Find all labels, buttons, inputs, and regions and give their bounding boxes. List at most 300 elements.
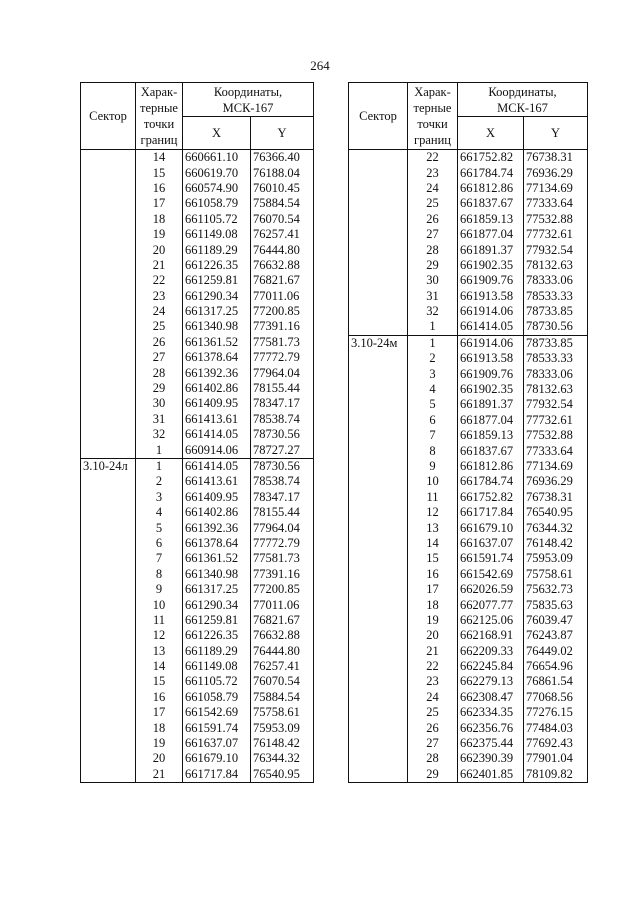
y-coordinate-cell: 78109.82 (524, 767, 588, 783)
table-row (81, 736, 314, 751)
point-cell: 3 (136, 490, 183, 505)
y-coordinate-cell: 75758.61 (524, 567, 588, 582)
x-coordinate-cell: 661105.72 (183, 212, 251, 227)
x-coordinate-cell: 662308.47 (458, 690, 524, 705)
sector-cell (81, 720, 136, 735)
point-cell: 4 (136, 505, 183, 520)
point-cell: 28 (408, 751, 458, 766)
x-coordinate-cell: 661784.74 (458, 474, 524, 489)
point-cell: 21 (136, 767, 183, 783)
point-cell: 1 (408, 319, 458, 335)
point-cell: 14 (136, 659, 183, 674)
y-coordinate-cell: 78333.06 (524, 273, 588, 288)
x-coordinate-cell: 661812.86 (458, 459, 524, 474)
point-cell: 15 (136, 674, 183, 689)
y-coordinate-cell: 77484.03 (524, 720, 588, 735)
table-row (349, 165, 588, 180)
y-coordinate-cell: 76936.29 (524, 165, 588, 180)
table-row (349, 628, 588, 643)
sector-cell (81, 212, 136, 227)
x-coordinate-cell: 661859.13 (458, 212, 524, 227)
table-row (349, 289, 588, 304)
y-coordinate-cell: 78155.44 (251, 505, 314, 520)
table-row (81, 490, 314, 505)
table-row (81, 536, 314, 551)
y-coordinate-cell: 75953.09 (251, 720, 314, 735)
table-row (81, 427, 314, 442)
y-coordinate-cell: 78538.74 (251, 474, 314, 489)
sector-cell (81, 319, 136, 334)
y-coordinate-cell: 76632.88 (251, 628, 314, 643)
table-row (81, 396, 314, 411)
point-cell: 21 (408, 644, 458, 659)
point-cell: 12 (408, 505, 458, 520)
sector-cell (81, 644, 136, 659)
sector-cell (349, 597, 408, 612)
sector-cell (81, 551, 136, 566)
point-cell: 23 (408, 674, 458, 689)
table-row (81, 242, 314, 257)
sector-cell (349, 289, 408, 304)
point-cell: 13 (408, 520, 458, 535)
x-coordinate-cell: 661413.61 (183, 412, 251, 427)
point-cell: 15 (136, 165, 183, 180)
table-row (81, 458, 314, 474)
sector-cell (349, 428, 408, 443)
sector-cell (81, 567, 136, 582)
sector-cell (81, 196, 136, 211)
x-coordinate-cell: 661909.76 (458, 366, 524, 381)
table-row (349, 196, 588, 211)
x-coordinate-cell: 661909.76 (458, 273, 524, 288)
y-coordinate-cell: 77391.16 (251, 319, 314, 334)
table-row (349, 150, 588, 166)
point-cell: 1 (136, 458, 183, 474)
x-coordinate-cell: 661317.25 (183, 304, 251, 319)
sector-cell (349, 490, 408, 505)
point-cell: 8 (408, 443, 458, 458)
table-row (81, 258, 314, 273)
y-coordinate-cell: 76070.54 (251, 212, 314, 227)
point-cell: 5 (408, 397, 458, 412)
y-coordinate-cell: 78730.56 (524, 319, 588, 335)
x-coordinate-cell: 661914.06 (458, 335, 524, 351)
sector-cell (81, 350, 136, 365)
point-cell: 11 (408, 490, 458, 505)
x-coordinate-cell: 662245.84 (458, 659, 524, 674)
point-cell: 20 (408, 628, 458, 643)
x-coordinate-cell: 661902.35 (458, 258, 524, 273)
y-coordinate-cell: 75758.61 (251, 705, 314, 720)
table-row (349, 551, 588, 566)
sector-cell (81, 181, 136, 196)
x-coordinate-cell: 661259.81 (183, 273, 251, 288)
y-coordinate-cell: 77732.61 (524, 227, 588, 242)
sector-cell (81, 242, 136, 257)
point-cell: 17 (136, 196, 183, 211)
y-coordinate-cell: 76540.95 (524, 505, 588, 520)
x-coordinate-cell: 662375.44 (458, 736, 524, 751)
y-coordinate-cell: 76821.67 (251, 613, 314, 628)
y-coordinate-cell: 78132.63 (524, 258, 588, 273)
sector-cell (81, 505, 136, 520)
sector-cell (81, 536, 136, 551)
point-cell: 12 (136, 628, 183, 643)
table-row (349, 443, 588, 458)
y-coordinate-cell: 75953.09 (524, 551, 588, 566)
x-coordinate-cell: 661891.37 (458, 242, 524, 257)
point-cell: 13 (136, 644, 183, 659)
y-coordinate-cell: 78333.06 (524, 366, 588, 381)
point-cell: 28 (408, 242, 458, 257)
y-coordinate-cell: 76070.54 (251, 674, 314, 689)
point-cell: 22 (408, 150, 458, 166)
table-row (81, 227, 314, 242)
point-cell: 22 (136, 273, 183, 288)
table-row (81, 720, 314, 735)
sector-cell (349, 196, 408, 211)
y-coordinate-cell: 78132.63 (524, 382, 588, 397)
x-coordinate-cell: 661058.79 (183, 690, 251, 705)
point-cell: 18 (136, 720, 183, 735)
x-coordinate-cell: 661189.29 (183, 644, 251, 659)
sector-cell (81, 165, 136, 180)
x-coordinate-cell: 661837.67 (458, 196, 524, 211)
x-coordinate-cell: 661340.98 (183, 319, 251, 334)
y-coordinate-cell: 77532.88 (524, 212, 588, 227)
point-cell: 7 (136, 551, 183, 566)
point-cell: 24 (136, 304, 183, 319)
sector-cell (81, 659, 136, 674)
y-coordinate-cell: 76188.04 (251, 165, 314, 180)
table-row (349, 366, 588, 381)
sector-cell (349, 474, 408, 489)
table-row (349, 644, 588, 659)
sector-cell: 3.10-24л (81, 458, 136, 474)
x-coordinate-cell: 661409.95 (183, 396, 251, 411)
y-coordinate-cell: 76366.40 (251, 150, 314, 166)
point-cell: 30 (136, 396, 183, 411)
table-row (349, 520, 588, 535)
x-coordinate-cell: 661105.72 (183, 674, 251, 689)
point-cell: 20 (136, 242, 183, 257)
header-y: Y (524, 117, 588, 150)
sector-cell (81, 427, 136, 442)
y-coordinate-cell: 78533.33 (524, 289, 588, 304)
point-cell: 4 (408, 382, 458, 397)
x-coordinate-cell: 661542.69 (458, 567, 524, 582)
x-coordinate-cell: 661877.04 (458, 413, 524, 428)
point-cell: 24 (408, 690, 458, 705)
y-coordinate-cell: 78733.85 (524, 335, 588, 351)
table-row (349, 567, 588, 582)
table-row (81, 613, 314, 628)
table-row (349, 582, 588, 597)
x-coordinate-cell: 661414.05 (458, 319, 524, 335)
table-row (81, 319, 314, 334)
y-coordinate-cell: 78727.27 (251, 442, 314, 458)
sector-cell (349, 443, 408, 458)
sector-cell (81, 150, 136, 166)
y-coordinate-cell: 77964.04 (251, 520, 314, 535)
y-coordinate-cell: 77068.56 (524, 690, 588, 705)
y-coordinate-cell: 76444.80 (251, 644, 314, 659)
x-coordinate-cell: 660914.06 (183, 442, 251, 458)
point-cell: 7 (408, 428, 458, 443)
point-cell: 1 (136, 442, 183, 458)
x-coordinate-cell: 661402.86 (183, 505, 251, 520)
point-cell: 8 (136, 567, 183, 582)
x-coordinate-cell: 661149.08 (183, 659, 251, 674)
table-row (349, 181, 588, 196)
x-coordinate-cell: 661259.81 (183, 613, 251, 628)
point-cell: 11 (136, 613, 183, 628)
sector-cell (81, 258, 136, 273)
table-row (349, 273, 588, 288)
table-row (349, 751, 588, 766)
y-coordinate-cell: 78730.56 (251, 458, 314, 474)
left-coordinates-table (80, 82, 314, 783)
point-cell: 6 (408, 413, 458, 428)
y-coordinate-cell: 77901.04 (524, 751, 588, 766)
point-cell: 2 (408, 351, 458, 366)
right-coordinates-table (348, 82, 588, 783)
y-coordinate-cell: 77134.69 (524, 181, 588, 196)
x-coordinate-cell: 661149.08 (183, 227, 251, 242)
sector-cell (349, 459, 408, 474)
x-coordinate-cell: 661679.10 (183, 751, 251, 766)
point-cell: 29 (408, 767, 458, 783)
point-cell: 16 (408, 567, 458, 582)
x-coordinate-cell: 661717.84 (183, 767, 251, 783)
y-coordinate-cell: 76632.88 (251, 258, 314, 273)
point-cell: 24 (408, 181, 458, 196)
x-coordinate-cell: 660619.70 (183, 165, 251, 180)
table-row (81, 165, 314, 180)
point-cell: 17 (136, 705, 183, 720)
y-coordinate-cell: 76936.29 (524, 474, 588, 489)
y-coordinate-cell: 76821.67 (251, 273, 314, 288)
sector-cell (81, 705, 136, 720)
table-row (349, 258, 588, 273)
x-coordinate-cell: 661837.67 (458, 443, 524, 458)
x-coordinate-cell: 661637.07 (458, 536, 524, 551)
x-coordinate-cell: 662125.06 (458, 613, 524, 628)
sector-cell (81, 751, 136, 766)
y-coordinate-cell: 76010.45 (251, 181, 314, 196)
sector-cell (349, 551, 408, 566)
sector-cell (349, 242, 408, 257)
y-coordinate-cell: 76257.41 (251, 659, 314, 674)
x-coordinate-cell: 662077.77 (458, 597, 524, 612)
table-row (81, 474, 314, 489)
point-cell: 6 (136, 536, 183, 551)
sector-cell (349, 613, 408, 628)
sector-cell (349, 767, 408, 783)
header-characteristic-points: Харак- терные точки границ (408, 83, 458, 150)
point-cell: 14 (408, 536, 458, 551)
header-y: Y (251, 117, 314, 150)
point-cell: 2 (136, 474, 183, 489)
sector-cell (81, 674, 136, 689)
sector-cell (81, 442, 136, 458)
point-cell: 25 (136, 319, 183, 334)
point-cell: 20 (136, 751, 183, 766)
sector-cell (349, 150, 408, 166)
table-row (81, 705, 314, 720)
x-coordinate-cell: 661361.52 (183, 335, 251, 350)
sector-cell (81, 597, 136, 612)
y-coordinate-cell: 76148.42 (251, 736, 314, 751)
x-coordinate-cell: 661591.74 (183, 720, 251, 735)
table-row (81, 582, 314, 597)
x-coordinate-cell: 661392.36 (183, 365, 251, 380)
x-coordinate-cell: 661058.79 (183, 196, 251, 211)
x-coordinate-cell: 661914.06 (458, 304, 524, 319)
header-x: X (183, 117, 251, 150)
sector-cell (349, 382, 408, 397)
table-row (349, 212, 588, 227)
table-row (349, 227, 588, 242)
x-coordinate-cell: 661413.61 (183, 474, 251, 489)
sector-cell (81, 396, 136, 411)
x-coordinate-cell: 662401.85 (458, 767, 524, 783)
x-coordinate-cell: 661414.05 (183, 427, 251, 442)
sector-cell (349, 628, 408, 643)
x-coordinate-cell: 661859.13 (458, 428, 524, 443)
point-cell: 32 (136, 427, 183, 442)
table-row (81, 442, 314, 458)
sector-cell (81, 412, 136, 427)
sector-cell (81, 227, 136, 242)
sector-cell (349, 273, 408, 288)
table-row (349, 705, 588, 720)
y-coordinate-cell: 75835.63 (524, 597, 588, 612)
table-row (81, 335, 314, 350)
sector-cell (81, 767, 136, 783)
table-row (81, 412, 314, 427)
point-cell: 16 (136, 181, 183, 196)
table-row (349, 351, 588, 366)
table-row (81, 350, 314, 365)
x-coordinate-cell: 661591.74 (458, 551, 524, 566)
point-cell: 30 (408, 273, 458, 288)
table-row (81, 196, 314, 211)
point-cell: 29 (136, 381, 183, 396)
y-coordinate-cell: 76861.54 (524, 674, 588, 689)
y-coordinate-cell: 75884.54 (251, 690, 314, 705)
y-coordinate-cell: 78533.33 (524, 351, 588, 366)
sector-cell (349, 567, 408, 582)
x-coordinate-cell: 661752.82 (458, 490, 524, 505)
y-coordinate-cell: 76243.87 (524, 628, 588, 643)
point-cell: 27 (408, 736, 458, 751)
sector-cell (349, 181, 408, 196)
y-coordinate-cell: 78347.17 (251, 490, 314, 505)
table-row (349, 335, 588, 351)
sector-cell (349, 258, 408, 273)
sector-cell (349, 644, 408, 659)
y-coordinate-cell: 77276.15 (524, 705, 588, 720)
table-row (349, 319, 588, 335)
point-cell: 23 (136, 289, 183, 304)
sector-cell (349, 690, 408, 705)
x-coordinate-cell: 661290.34 (183, 597, 251, 612)
x-coordinate-cell: 661317.25 (183, 582, 251, 597)
sector-cell (81, 690, 136, 705)
point-cell: 26 (136, 335, 183, 350)
sector-cell (349, 366, 408, 381)
sector-cell (81, 628, 136, 643)
sector-cell (81, 736, 136, 751)
sector-cell (349, 705, 408, 720)
table-row (349, 674, 588, 689)
y-coordinate-cell: 78730.56 (251, 427, 314, 442)
point-cell: 19 (408, 613, 458, 628)
sector-cell (81, 381, 136, 396)
x-coordinate-cell: 661679.10 (458, 520, 524, 535)
sector-cell (81, 273, 136, 288)
x-coordinate-cell: 661361.52 (183, 551, 251, 566)
sector-cell (349, 413, 408, 428)
point-cell: 23 (408, 165, 458, 180)
y-coordinate-cell: 77200.85 (251, 582, 314, 597)
y-coordinate-cell: 75884.54 (251, 196, 314, 211)
table-row (349, 767, 588, 783)
sector-cell (81, 474, 136, 489)
table-row (81, 567, 314, 582)
x-coordinate-cell: 661226.35 (183, 258, 251, 273)
x-coordinate-cell: 661392.36 (183, 520, 251, 535)
y-coordinate-cell: 76738.31 (524, 150, 588, 166)
point-cell: 31 (136, 412, 183, 427)
y-coordinate-cell: 76444.80 (251, 242, 314, 257)
table-row (349, 659, 588, 674)
x-coordinate-cell: 661891.37 (458, 397, 524, 412)
point-cell: 18 (136, 212, 183, 227)
x-coordinate-cell: 661414.05 (183, 458, 251, 474)
table-row (81, 365, 314, 380)
point-cell: 31 (408, 289, 458, 304)
x-coordinate-cell: 661290.34 (183, 289, 251, 304)
sector-cell (349, 165, 408, 180)
point-cell: 9 (408, 459, 458, 474)
y-coordinate-cell: 77134.69 (524, 459, 588, 474)
y-coordinate-cell: 77581.73 (251, 551, 314, 566)
y-coordinate-cell: 75632.73 (524, 582, 588, 597)
table-row (81, 181, 314, 196)
x-coordinate-cell: 661409.95 (183, 490, 251, 505)
table-row (81, 381, 314, 396)
table-row (81, 150, 314, 166)
table-row (81, 751, 314, 766)
table-row (81, 674, 314, 689)
header-coordinates: Координаты, МСК-167 (458, 83, 588, 117)
point-cell: 29 (408, 258, 458, 273)
table-row (81, 690, 314, 705)
y-coordinate-cell: 76738.31 (524, 490, 588, 505)
y-coordinate-cell: 76148.42 (524, 536, 588, 551)
point-cell: 25 (408, 196, 458, 211)
y-coordinate-cell: 77532.88 (524, 428, 588, 443)
point-cell: 19 (136, 227, 183, 242)
y-coordinate-cell: 77200.85 (251, 304, 314, 319)
x-coordinate-cell: 661877.04 (458, 227, 524, 242)
x-coordinate-cell: 662209.33 (458, 644, 524, 659)
table-row (81, 644, 314, 659)
y-coordinate-cell: 76654.96 (524, 659, 588, 674)
table-row (349, 382, 588, 397)
